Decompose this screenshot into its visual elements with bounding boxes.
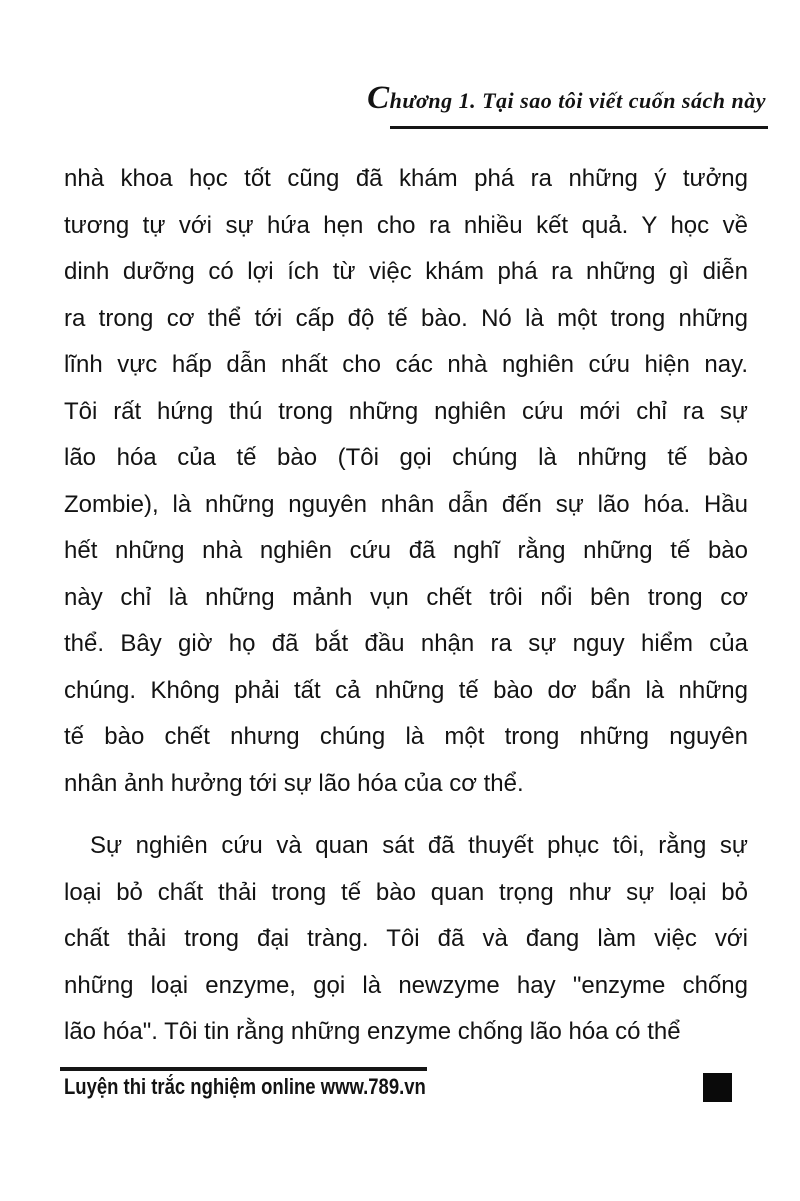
text-line: Tôi rất hứng thú trong những nghiên cứu mới chỉ ra sự: [64, 397, 748, 425]
footer-rule: [60, 1067, 427, 1071]
text-line: thể. Bây giờ họ đã bắt đầu nhận ra sự nguy hiểm của: [64, 630, 748, 657]
end-of-section-square: [703, 1073, 732, 1102]
paragraph-2: [64, 823, 748, 1056]
text-line: ra trong cơ thể tới cấp độ tế bào. Nó là một trong những: [64, 304, 748, 332]
text-line: chúng. Không phải tất cả những tế bào dơ bẩn là những: [64, 676, 748, 704]
text-line: những loại enzyme, gọi là newzyme hay "enzyme chống: [64, 971, 748, 999]
text-line: lĩnh vực hấp dẫn nhất cho các nhà nghiên cứu hiện nay.: [64, 351, 748, 378]
text-line: tương tự với sự hứa hẹn cho ra nhiều kết quả. Y học về: [64, 211, 748, 239]
text-line: này chỉ là những mảnh vụn chết trôi nổi bên trong cơ: [64, 583, 748, 611]
text-line: lão hóa". Tôi tin rằng những enzyme chống lão hóa có thể: [64, 1018, 681, 1045]
text-line: nhân ảnh hưởng tới sự lão hóa của cơ thể.: [64, 769, 524, 797]
page-body: [64, 156, 748, 1056]
text-line: hết những nhà nghiên cứu đã nghĩ rằng những tế bào: [64, 537, 748, 564]
paragraph-1: [64, 156, 748, 807]
header-rule: [390, 126, 768, 129]
text-line: loại bỏ chất thải trong tế bào quan trọng như sự loại bỏ: [64, 878, 748, 906]
text-line: Sự nghiên cứu và quan sát đã thuyết phục tôi, rằng sự: [90, 832, 748, 859]
text-line: Zombie), là những nguyên nhân dẫn đến sự lão hóa. Hầu: [64, 490, 748, 518]
text-line: lão hóa của tế bào (Tôi gọi chúng là những tế bào: [64, 444, 748, 471]
text-line: tế bào chết nhưng chúng là một trong những nguyên: [64, 723, 748, 750]
chapter-running-head: Chương 1. Tại sao tôi viết cuốn sách này: [367, 80, 766, 116]
text-line: nhà khoa học tốt cũng đã khám phá ra những ý tưởng: [64, 165, 748, 192]
text-line: chất thải trong đại tràng. Tôi đã và đang làm việc với: [64, 925, 748, 952]
text-line: dinh dưỡng có lợi ích từ việc khám phá ra những gì diễn: [64, 258, 748, 285]
footer-banner: Luyện thi trắc nghiệm online www.789.vn: [64, 1074, 426, 1099]
